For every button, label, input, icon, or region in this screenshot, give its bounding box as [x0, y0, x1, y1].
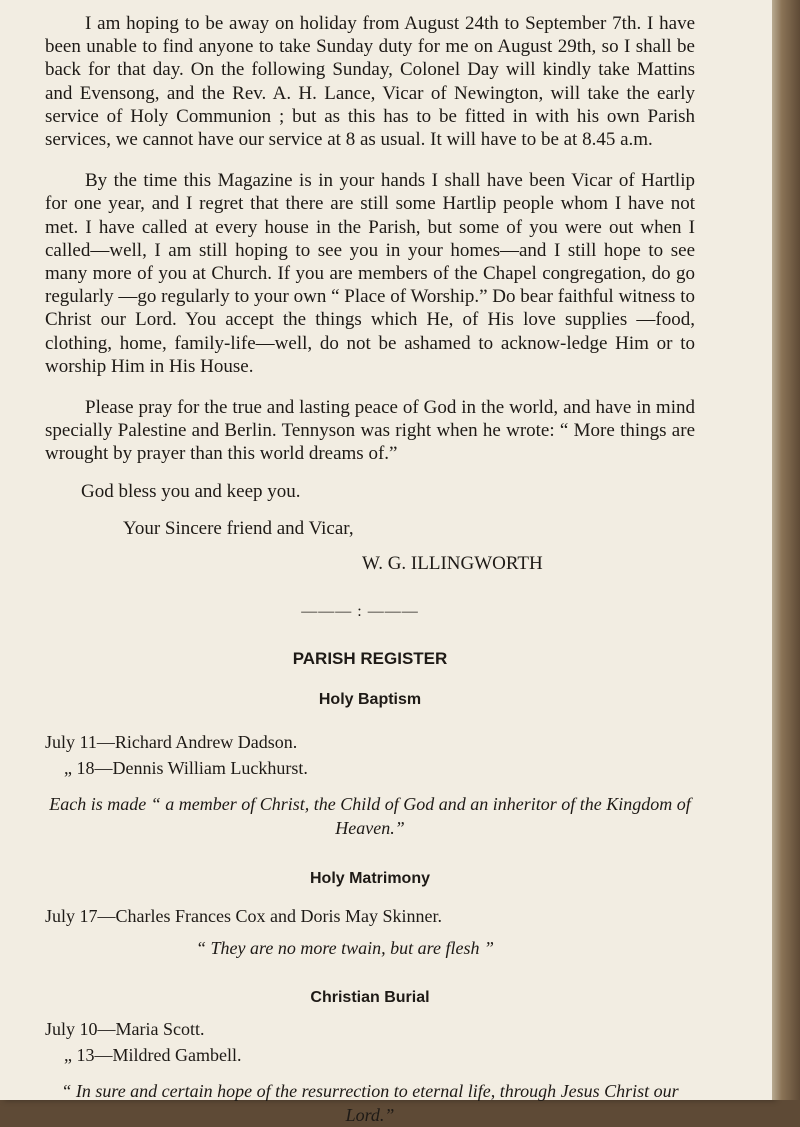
- letter-paragraph-prayer: Please pray for the true and lasting peace of God in the world, and have in mind specially Palestine and Berlin. Tennyson was right when he wrote: “ More things are wrought by prayer than this world dreams of.”: [45, 397, 695, 465]
- page-content: [45, 12, 695, 1127]
- matrimony-heading: Holy Matrimony: [309, 869, 430, 887]
- burial-quote: “ In sure and certain hope of the resurrection to eternal life, through Jesus Christ our Lord.”: [61, 1080, 679, 1125]
- letter-paragraph-holiday: I am hoping to be away on holiday from August 24th to September 7th. I have been unable to find anyone to take Sunday duty for me on August 29th, so I shall be back for that day. On the following Sunday, Colonel Day will kindly take Mattins and Evensong, and the Rev. A. H. Lance, Vicar of Newington, will take the early service of Holy Communion ; but as this has to be fitted in with his own Parish services, we cannot have our service at 8 as usual. It will have to be at 8.45 a.m.: [45, 13, 695, 151]
- burial-heading: Christian Burial: [310, 988, 430, 1006]
- letter-blessing: God bless you and keep you.: [81, 480, 301, 502]
- baptism-entry: „ 18—Dennis William Luckhurst.: [64, 757, 308, 778]
- baptism-heading: Holy Baptism: [318, 690, 422, 708]
- burial-entry: July 10—Maria Scott.: [45, 1018, 205, 1039]
- page-edge: [772, 0, 800, 1100]
- register-title: PARISH REGISTER: [292, 648, 448, 668]
- baptism-entry: July 11—Richard Andrew Dadson.: [45, 731, 298, 752]
- letter-paragraph-anniversary: By the time this Magazine is in your hands I shall have been Vicar of Hartlip for one year, and I regret that there are still some Hartlip people whom I have not met. I have called at every house in the Parish, but some of you were out when I called—well, I am still hoping to see you in your homes—and I still hope to see many more of you at Church. If you are members of the Chapel congregation, do go regularly —go regularly to your own “ Place of Worship.” Do bear faithful witness to Christ our Lord. You accept the things which He, of His love supplies —food, clothing, home, family-life—well, do not be ashamed to acknow-ledge Him or to worship Him in His House.: [45, 170, 695, 377]
- matrimony-quote: “ They are no more twain, but are flesh ”: [196, 937, 494, 958]
- section-divider: ——— : ———: [301, 602, 419, 620]
- letter-signature: W. G. ILLINGWORTH: [362, 552, 543, 574]
- matrimony-entry: July 17—Charles Frances Cox and Doris May Skinner.: [45, 905, 442, 926]
- burial-entry: „ 13—Mildred Gambell.: [64, 1044, 242, 1065]
- letter-closing: Your Sincere friend and Vicar,: [123, 517, 354, 539]
- baptism-quote: Each is made “ a member of Christ, the Child of God and an inheritor of the Kingdom of Heaven.”: [49, 793, 691, 838]
